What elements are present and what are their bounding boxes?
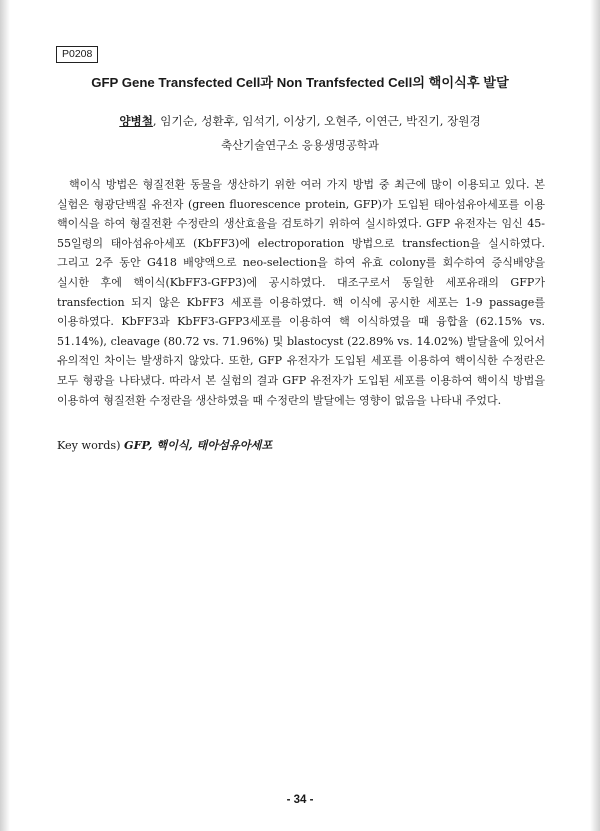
author-list: [40, 113, 560, 129]
keywords: [57, 437, 272, 454]
keywords-values: GFP, 핵이식, 태아섬유아세포: [124, 438, 273, 452]
page-edge-shadow-right: [590, 0, 600, 831]
abstract-body: 핵이식 방법은 형질전환 동물을 생산하기 위한 여러 가지 방법 중 최근에 많이 이용되고 있다. 본 실험은 형광단백질 유전자 (green fluorescence protein, GFP)가 도입된 태아섬유아세포를 이용 핵이식을 하여 형질전환 수정란의 생산효율을 검토하기 위하여 실시하였다. GFP 유전자는 임신 45-55일령의 태아섬유아세포 (KbFF3)에 electroporation 방법으로 transfection을 실시하였다. 그리고 2주 동안 G418 배양액으로 neo-selection을 하여 유효 colony를 회수하여 증식배양을 실시한 후에 핵이식(KbFF3-GFP3)에 공시하였다. 대조구로서 동일한 세포유래의 GFP가 transfection 되지 않은 KbFF3 세포를 이용하였다. 핵 이식에 공시한 세포는 1-9 passage를 이용하였다. KbFF3과 KbFF3-GFP3세포를 이용하여 핵 이식하였을 때 융합율 (62.15% vs. 51.14%), cleavage (80.72 vs. 71.96%) 및 blastocyst (22.89% vs. 14.02%) 발달율에 있어서 유의적인 차이는 발생하지 않았다. 또한, GFP 유전자가 도입된 세포를 이용하여 핵이식한 수정란은 모두 형광을 나타냈다. 따라서 본 실험의 결과 GFP 유전자가 도입된 세포를 이용하여 핵이식 방법을 이용하여 형질전환 수정란을 생산하였을 때 수정란의 발달에는 영향이 없음을 나타내 주었다.: [57, 178, 545, 407]
keywords-label: Key words): [57, 439, 125, 452]
paper-title: GFP Gene Transfected Cell과 Non Tranfsfected Cell의 핵이식후 발달: [91, 75, 509, 90]
page-edge-shadow-left: [0, 0, 10, 831]
affiliation: 축산기술연구소 응용생명공학과: [221, 138, 379, 152]
co-authors: , 임기순, 성환후, 임석기, 이상기, 오현주, 이연근, 박진기, 장원경: [152, 114, 481, 128]
page-number: - 34 -: [286, 794, 314, 806]
presenting-author: 양병철: [119, 114, 153, 128]
abstract-id-box: P0208: [56, 46, 98, 63]
